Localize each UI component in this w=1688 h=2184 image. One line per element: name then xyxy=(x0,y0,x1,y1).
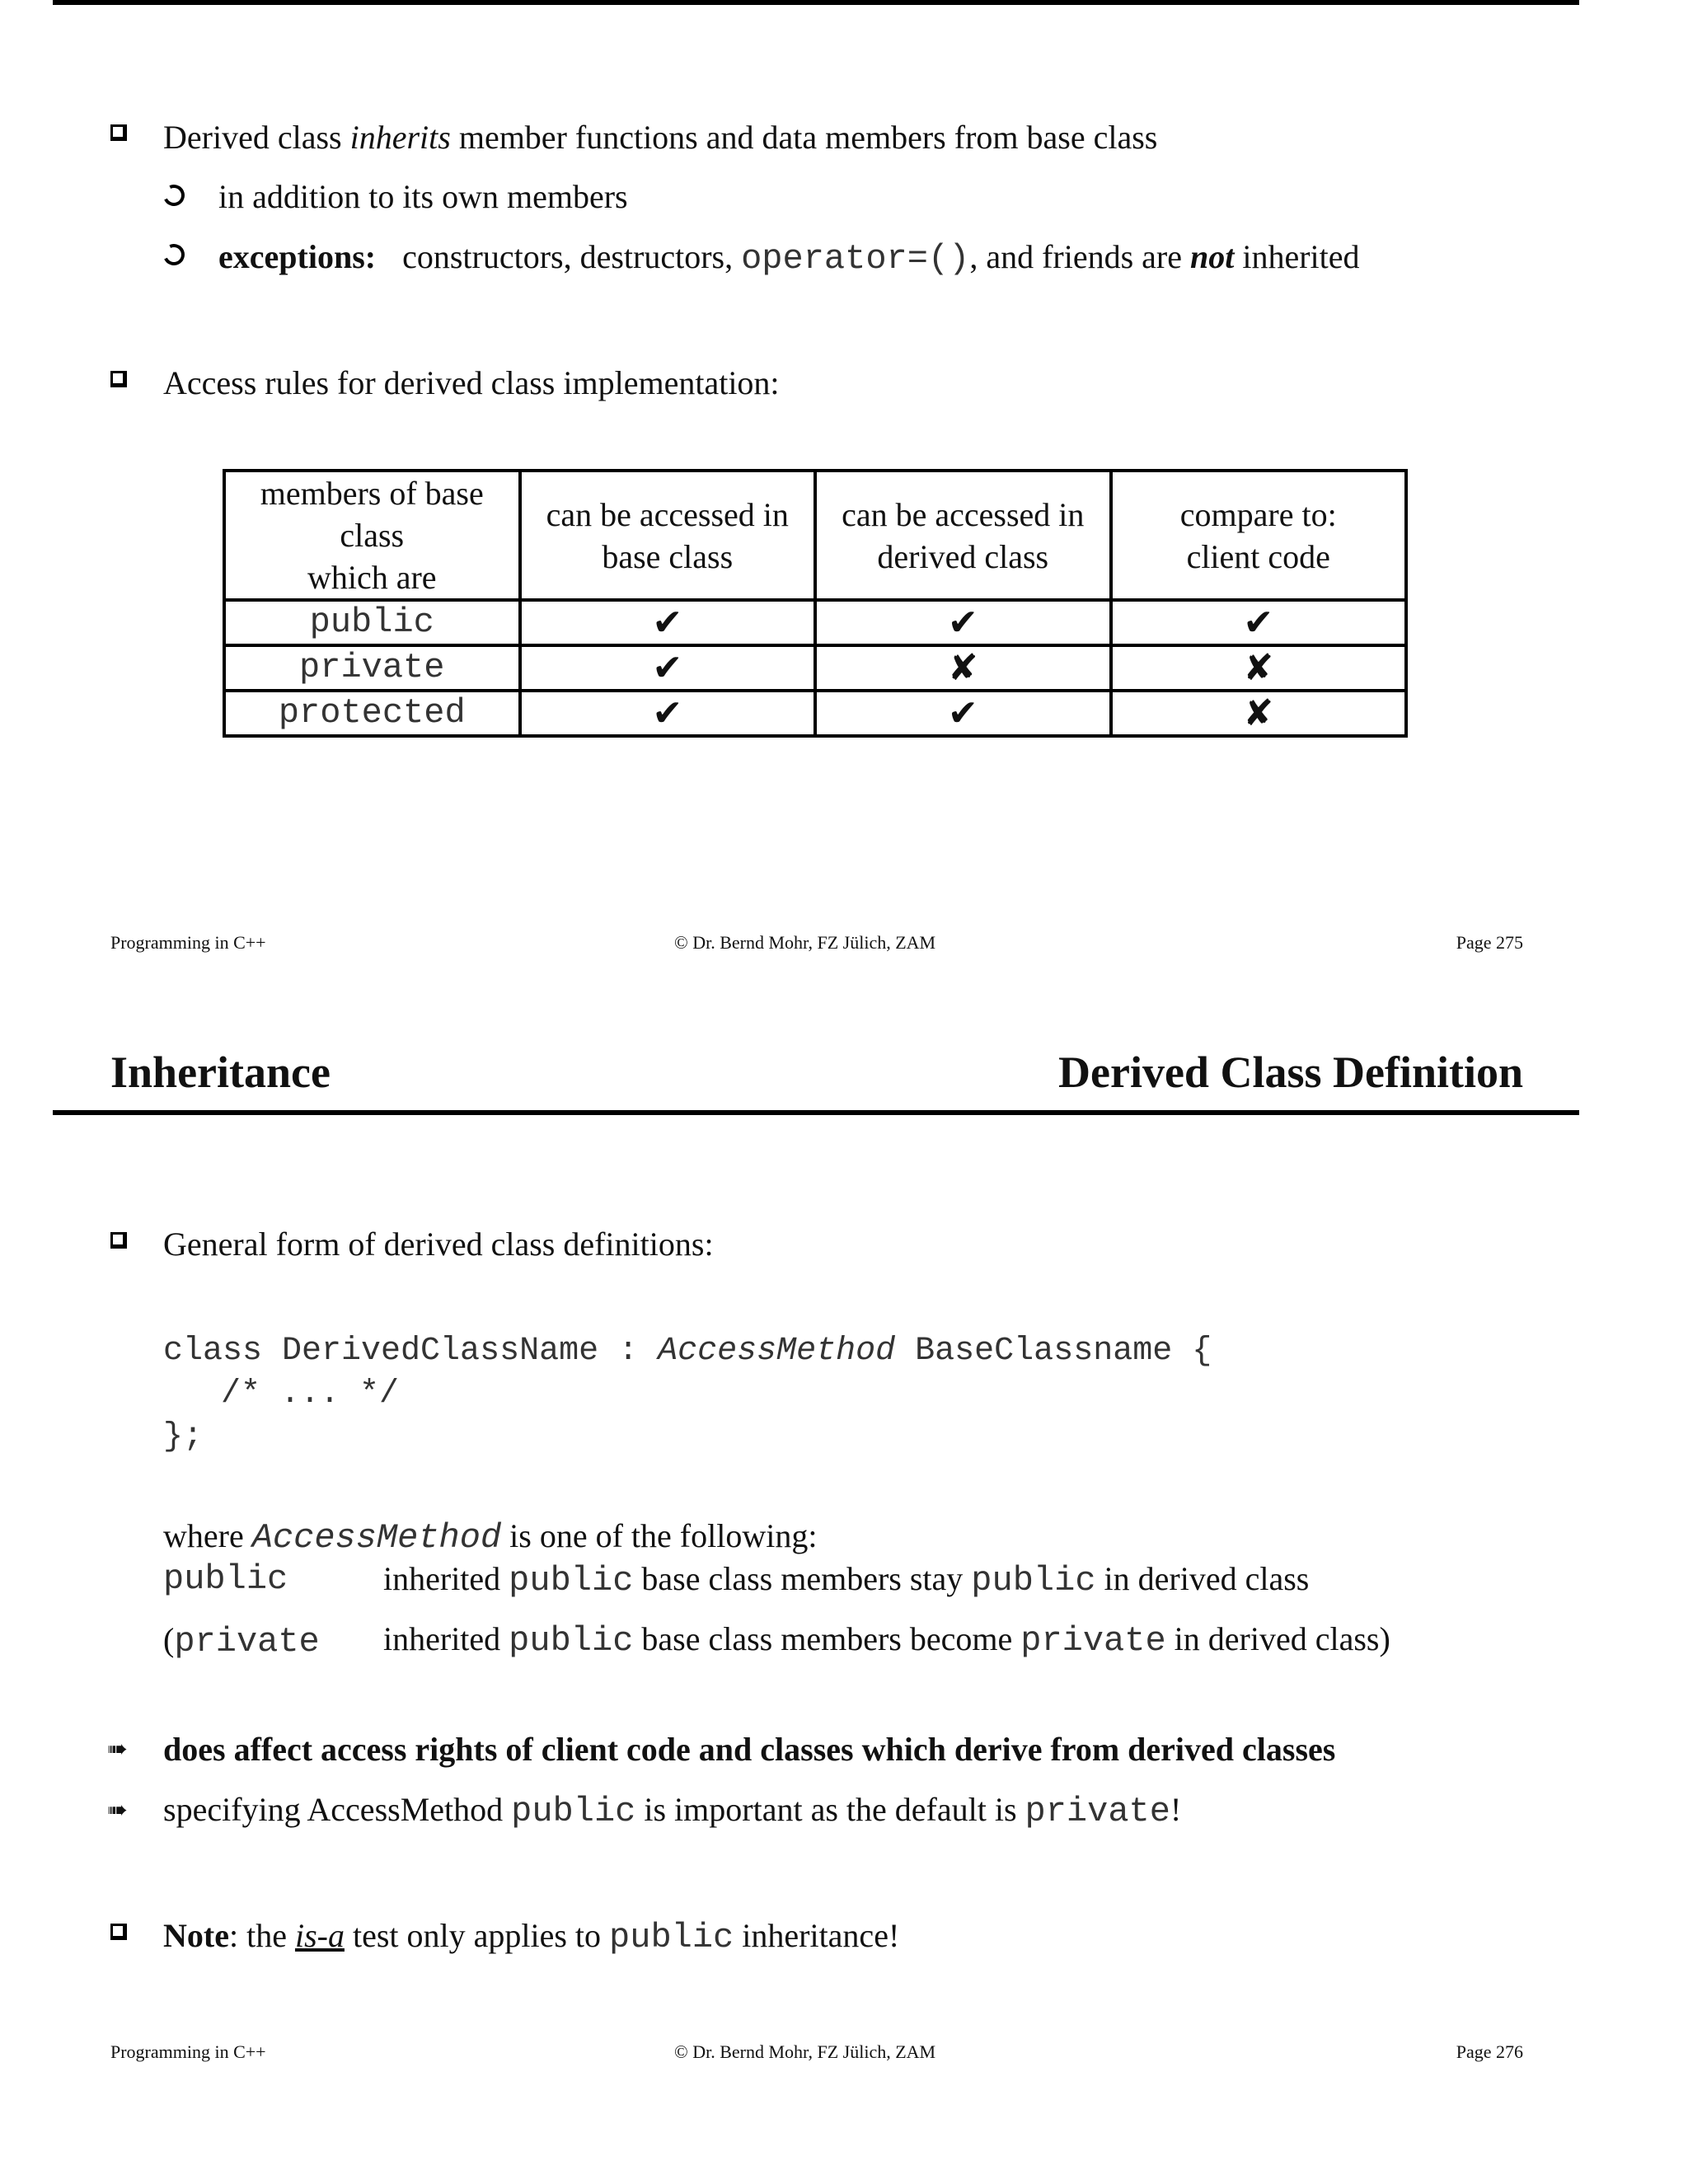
arrow-default-private: specifying AccessMethod public is important as the default is private! xyxy=(163,1791,1182,1831)
footer-page-number: Page 276 xyxy=(1456,2041,1523,2062)
square-bullet-icon xyxy=(110,124,127,141)
footer-page-number: Page 275 xyxy=(1456,932,1523,953)
where-line: where AccessMethod is one of the following: xyxy=(163,1517,818,1558)
sub-own-members: in addition to its own members xyxy=(218,178,628,215)
header-base: can be accessed in base class xyxy=(520,471,816,600)
footer-center: © Dr. Bernd Mohr, FZ Jülich, ZAM xyxy=(674,2041,936,2062)
member-private: private xyxy=(224,645,520,691)
header-derived: can be accessed in derived class xyxy=(815,471,1111,600)
table-row xyxy=(224,600,1406,645)
check-icon: ✔ xyxy=(815,600,1111,645)
top-rule xyxy=(53,0,1579,5)
check-icon: ✔ xyxy=(1111,600,1407,645)
access-public-desc: inherited public base class members stay public in derived class xyxy=(383,1560,1310,1601)
note-is-a: Note: the is-a test only applies to public inheritance! xyxy=(163,1917,900,1957)
cross-icon: ✘ xyxy=(815,645,1111,691)
page-title-right: Derived Class Definition xyxy=(1058,1047,1523,1097)
sub-exceptions: exceptions: constructors, destructors, operator=(), and friends are not inherited xyxy=(218,238,1360,279)
header-members: members of base class which are xyxy=(224,471,520,600)
arrow-right-icon: ➠ xyxy=(107,1735,129,1764)
ring-bullet-icon xyxy=(160,181,187,209)
table-row xyxy=(224,645,1406,691)
access-rules-table xyxy=(223,469,1408,738)
check-icon: ✔ xyxy=(520,691,816,736)
arrow-affects-access: does affect access rights of client code and classes which derive from derived classes xyxy=(163,1731,1336,1768)
check-icon: ✔ xyxy=(520,645,816,691)
code-line-3: }; xyxy=(163,1418,204,1455)
footer-left: Programming in C++ xyxy=(110,932,266,953)
footer-left: Programming in C++ xyxy=(110,2041,266,2062)
ring-bullet-icon xyxy=(160,241,187,268)
code-line-1: class DerivedClassName : AccessMethod BaseClassname { xyxy=(163,1333,1212,1370)
access-public-key: public xyxy=(163,1559,288,1599)
header-client: compare to: client code xyxy=(1111,471,1407,600)
square-bullet-icon xyxy=(110,1232,127,1249)
member-public: public xyxy=(224,600,520,645)
bullet-access-rules: Access rules for derived class implementation: xyxy=(163,364,780,401)
table-row xyxy=(224,691,1406,736)
code-line-2: /* ... */ xyxy=(221,1376,400,1413)
cross-icon: ✘ xyxy=(1111,645,1407,691)
bullet-general-form: General form of derived class definitions: xyxy=(163,1226,714,1263)
cross-icon: ✘ xyxy=(1111,691,1407,736)
bullet-inherits: Derived class inherits member functions and data members from base class xyxy=(163,119,1158,156)
member-protected: protected xyxy=(224,691,520,736)
arrow-right-icon: ➠ xyxy=(107,1796,129,1825)
square-bullet-icon xyxy=(110,371,127,387)
title-rule xyxy=(53,1110,1579,1115)
check-icon: ✔ xyxy=(815,691,1111,736)
page-title-left: Inheritance xyxy=(110,1047,331,1097)
access-private-desc: inherited public base class members become private in derived class) xyxy=(383,1620,1390,1661)
footer-center: © Dr. Bernd Mohr, FZ Jülich, ZAM xyxy=(674,932,936,953)
table-header-row xyxy=(224,471,1406,600)
check-icon: ✔ xyxy=(520,600,816,645)
access-private-key: (private xyxy=(163,1621,320,1661)
square-bullet-icon xyxy=(110,1924,127,1940)
